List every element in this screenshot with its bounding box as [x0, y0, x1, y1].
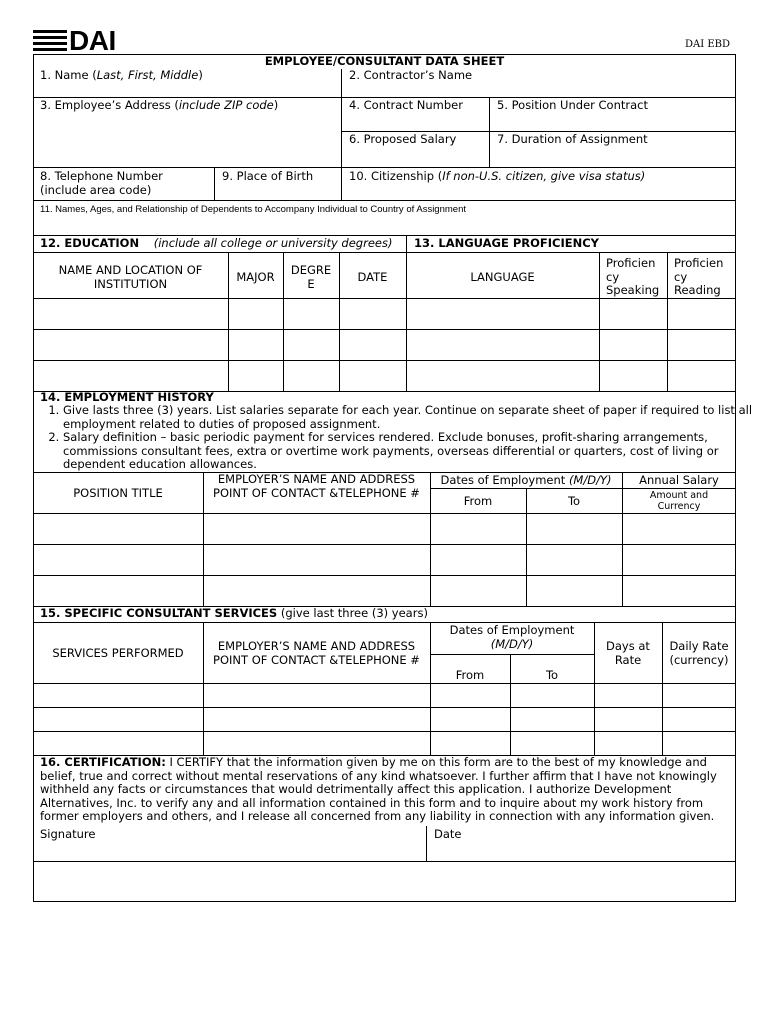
annual-salary-header: Annual Salary	[639, 473, 719, 487]
form-title: EMPLOYEE/CONSULTANT DATA SHEET	[264, 54, 505, 68]
institution-column-header: NAME AND LOCATION OF INSTITUTION	[58, 263, 203, 291]
days-at-rate-header: Days at Rate	[606, 639, 650, 667]
form-id: DAI EBD	[684, 39, 730, 50]
degree-column-header: DEGRE E	[290, 263, 332, 291]
instruction-item: 1. Give lasts three (3) years. List salaries separate for each year. Continue on separate sheet of paper if required to list all employment related to duties of proposed assignment.	[63, 404, 753, 431]
dates-of-employment-header: Dates of Employment (M/D/Y)	[440, 473, 612, 487]
citizenship-label: 10. Citizenship (If non-U.S. citizen, give visa status)	[349, 169, 646, 183]
from-column-header: From	[463, 494, 493, 508]
speaking-column-header: Proficien cy Speaking	[606, 256, 660, 297]
telephone-label: 8. Telephone Number	[40, 169, 163, 183]
daily-rate-header: Daily Rate (currency)	[669, 639, 729, 667]
employer-column-header: EMPLOYER’S NAME AND ADDRESS POINT OF CONTACT &TELEPHONE #	[213, 472, 420, 500]
employment-instructions	[40, 404, 753, 472]
dai-logo	[33, 24, 116, 56]
name-label: 1. Name (Last, First, Middle)	[40, 68, 203, 82]
consultant-to-header: To	[545, 668, 559, 682]
dependents-label: 11. Names, Ages, and Relationship of Dependents to Accompany Individual to Country of Assignment	[40, 204, 466, 215]
major-column-header: MAJOR	[236, 270, 275, 284]
position-under-contract-label: 5. Position Under Contract	[497, 98, 648, 112]
language-column-header: LANGUAGE	[470, 270, 535, 284]
date-column-header: DATE	[357, 270, 388, 284]
consultant-services-title: 15. SPECIFIC CONSULTANT SERVICES (give last three (3) years)	[40, 606, 428, 620]
to-column-header: To	[567, 494, 581, 508]
date-label: Date	[434, 827, 462, 841]
salary-amount-currency-header: Amount and Currency	[649, 490, 709, 512]
services-performed-header: SERVICES PERFORMED	[52, 646, 184, 660]
logo-text: DAI	[69, 24, 116, 56]
contractor-name-label: 2. Contractor’s Name	[349, 68, 473, 82]
language-title: 13. LANGUAGE PROFICIENCY	[414, 236, 600, 250]
proposed-salary-label: 6. Proposed Salary	[349, 132, 457, 146]
certification-text: 16. CERTIFICATION: I CERTIFY that the information given by me on this form are to the best of my knowledge and belief, true and correct without mental reservations of any kind whatsoever. I further affirm that I have not knowingly withheld any facts or circumstances that would detrimentally affect this application. I authorize Development Alternatives, Inc. to verify any and all information contained in this form and to inquire about my work history from former employers and others, and I release all concerned from any liability in connection with any information given.	[40, 755, 717, 823]
reading-column-header: Proficien cy Reading	[674, 256, 724, 297]
instruction-item: 2. Salary definition – basic periodic payment for services rendered. Exclude bonuses, profit-sharing arrangements, commissions consultant fees, extra or overtime work payments, overseas differential or quarters, cost of living or dependent education allowances.	[63, 431, 753, 472]
place-of-birth-label: 9. Place of Birth	[222, 169, 314, 183]
consultant-employer-header: EMPLOYER’S NAME AND ADDRESS POINT OF CONTACT &TELEPHONE #	[213, 639, 420, 667]
signature-label: Signature	[40, 827, 96, 841]
contract-number-label: 4. Contract Number	[349, 98, 463, 112]
position-title-column-header: POSITION TITLE	[73, 486, 163, 500]
address-label: 3. Employee’s Address (include ZIP code)	[40, 98, 279, 112]
employment-title: 14. EMPLOYMENT HISTORY	[40, 390, 214, 404]
logo-bars-icon	[33, 30, 67, 52]
consultant-from-header: From	[455, 668, 485, 682]
education-title: 12. EDUCATION (include all college or university degrees)	[40, 236, 393, 250]
consultant-dates-header: Dates of Employment (M/D/Y)	[449, 623, 575, 651]
duration-label: 7. Duration of Assignment	[497, 132, 648, 146]
telephone-hint: (include area code)	[40, 183, 152, 197]
